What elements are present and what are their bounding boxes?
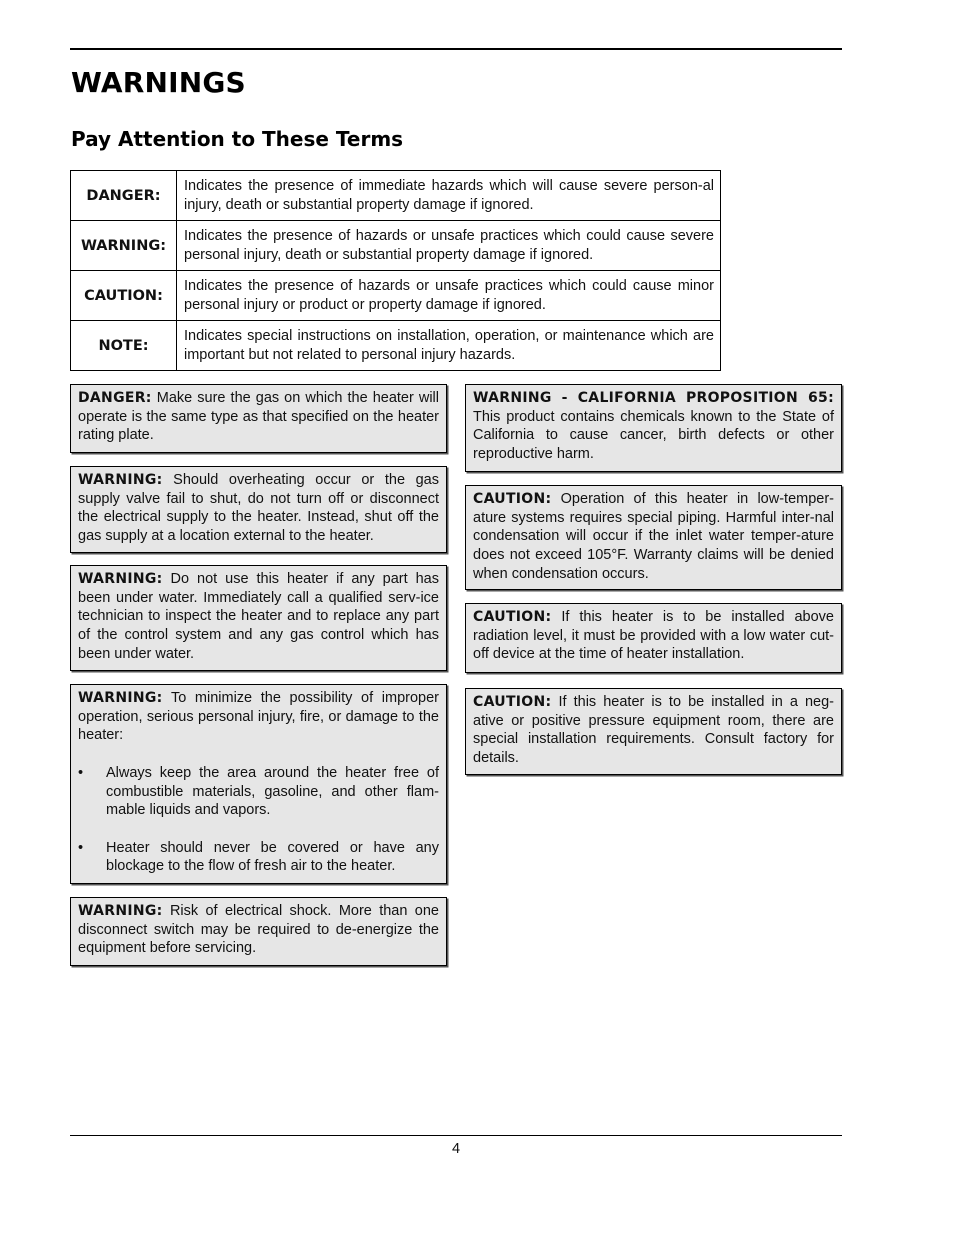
box-text: Should overheating occur or the gas supply valve fail to shut, do not turn off or disconnect the electrical supply to the heater. Instead, shut off the gas supply at a location external to the heater.: [78, 472, 439, 545]
list-item: • Always keep the area around the heater free of combustible materials, gasoline, and other flam-mable liquids and vapors.: [78, 764, 439, 819]
bullet-icon: •: [78, 764, 84, 781]
table-row: [71, 221, 721, 271]
box-text: This product contains chemicals known to the State of California to cause cancer, birth defects or other reproductive harm.: [473, 408, 834, 463]
warning-electrical-shock-box: [70, 897, 447, 966]
box-text: If this heater is to be installed in a neg-ative or positive pressure equipment room, there are special installation requirements. Consult factory for details.: [473, 694, 834, 767]
danger-gas-type-box: [70, 384, 447, 453]
section-title: Pay Attention to These Terms: [71, 127, 404, 151]
box-text: Operation of this heater in low-temper-ature systems requires special piping. Harmful inter-nal condensation will occur if the inlet water temper-ature does not exceed 105°F. Warranty claims will be denied when condensation occurs.: [473, 491, 835, 582]
caution-low-temperature-box: [465, 485, 842, 590]
warning-prop65-box: [465, 384, 842, 472]
box-text: Do not use this heater if any part has been under water. Immediately call a qualified serv-ice technician to inspect the heater and to replace any part of the control system and any gas control which has been under water.: [78, 571, 439, 662]
table-row: [71, 321, 721, 371]
box-label: WARNING:: [78, 472, 163, 488]
term-definition: Indicates the presence of hazards or unsafe practices which could cause minor personal injury or product or property damage if ignored.: [177, 271, 721, 321]
terms-table: [70, 170, 721, 371]
page-title: WARNINGS: [71, 66, 246, 99]
page-number: 4: [451, 1141, 461, 1157]
box-label: WARNING:: [78, 690, 163, 706]
box-label: WARNING:: [78, 571, 163, 587]
box-label: DANGER:: [78, 390, 152, 406]
list-item: • Heater should never be covered or have any blockage to the flow of fresh air to the heater.: [78, 839, 439, 875]
bullet-icon: •: [78, 839, 84, 856]
header-rule: [70, 48, 842, 50]
box-label: WARNING:: [78, 903, 163, 919]
term-note: NOTE:: [71, 321, 177, 371]
term-definition: Indicates the presence of immediate hazards which will cause severe person-al injury, death or substantial property damage if ignored.: [177, 171, 721, 221]
warning-under-water-box: [70, 565, 447, 671]
footer-rule: [70, 1135, 842, 1136]
box-text: Make sure the gas on which the heater will operate is the same type as that specified on the heater rating plate.: [78, 390, 439, 444]
warning-improper-operation-box: [70, 684, 447, 884]
caution-pressure-room-box: [465, 688, 842, 775]
warning-overheating-box: [70, 466, 447, 553]
term-definition: Indicates special instructions on installation, operation, or maintenance which are important but not related to personal injury hazards.: [177, 321, 721, 371]
term-warning: WARNING:: [71, 221, 177, 271]
term-caution: CAUTION:: [71, 271, 177, 321]
term-danger: DANGER:: [71, 171, 177, 221]
box-label: CAUTION:: [473, 609, 552, 625]
box-text: If this heater is to be installed above radiation level, it must be provided with a low water cut-off device at the time of heater installation.: [473, 609, 834, 663]
bullet-list: [78, 764, 439, 876]
box-label: CAUTION:: [473, 491, 552, 507]
box-label: CAUTION:: [473, 694, 552, 710]
box-text: Risk of electrical shock. More than one disconnect switch may be required to de-energize the equipment before servicing.: [78, 903, 440, 957]
box-text: To minimize the possibility of improper operation, serious personal injury, fire, or damage to the heater:: [78, 690, 439, 744]
term-definition: Indicates the presence of hazards or unsafe practices which could cause severe personal injury, death or substantial property damage if ignored.: [177, 221, 721, 271]
table-row: [71, 171, 721, 221]
table-row: [71, 271, 721, 321]
box-label: WARNING - CALIFORNIA PROPOSITION 65:: [473, 390, 834, 406]
caution-radiation-level-box: [465, 603, 842, 673]
